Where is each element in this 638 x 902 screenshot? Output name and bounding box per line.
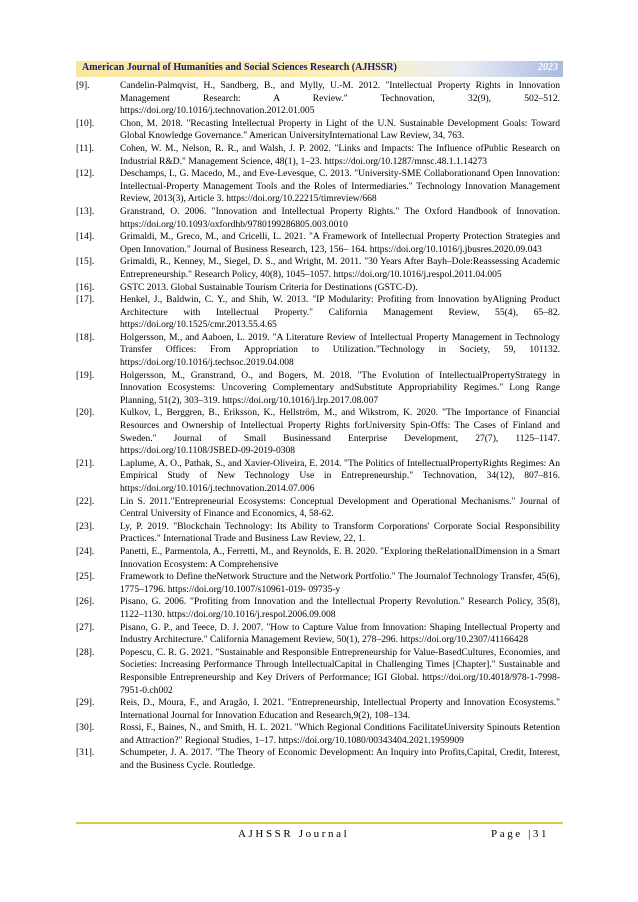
reference-text: Granstrand, O. 2006. "Innovation and Intellectual Property Rights." The Oxford Handbook of Innovation. https://doi.org/10.1093/oxfordhb/9780199286805.003.0010 <box>120 205 560 230</box>
page-number: Page |31 <box>491 828 550 840</box>
reference-text: Grimaldi, R., Kenney, M., Siegel, D. S., and Wright, M. 2011. "30 Years After Bayh–Dole:Reassessing Academic Entrepreneurship." Research Policy, 40(8), 1045–1057. https://doi.org/10.1016/j.respol.2011.04.005 <box>120 256 560 280</box>
reference-text: Holgersson, M., Granstrand, O., and Bogers, M. 2018. "The Evolution of IntellectualPropertyStrategy in Innovation Ecosystems: Uncovering Complementary andSubstitute Appropriability Regimes." Long Range Planning, 51(2), 303–319. https://doi.org/10.1016/j.lrp.2017.08.007 <box>120 369 560 406</box>
reference-number: [18]. <box>76 331 95 343</box>
reference-number: [16]. <box>76 281 95 293</box>
reference-text: Panetti, E., Parmentola, A., Ferretti, M., and Reynolds, E. B. 2020. "Exploring theRelationalDimension in a Smart Innovation Ecosystem: A Comprehensive <box>120 545 560 570</box>
reference-number: [30]. <box>76 722 95 734</box>
reference-number: [20]. <box>76 407 95 419</box>
reference-number: [9]. <box>76 80 90 91</box>
reference-item <box>76 294 560 332</box>
reference-number: [29]. <box>76 697 95 709</box>
reference-item <box>76 458 560 496</box>
reference-list <box>76 80 560 773</box>
reference-number: [23]. <box>76 520 95 532</box>
reference-number: [10]. <box>76 117 95 129</box>
footer-journal-name: AJHSSR Journal <box>238 828 350 840</box>
reference-text: Candelin-Palmqvist, H., Sandberg, B., and Mylly, U.-M. 2012. "Intellectual Property Rights in Innovation Management Research: A Review." Technovation, 32(9), 502–512. https://doi.org/10.1016/j.technovation.2012.01.005 <box>120 80 560 117</box>
reference-text: Deschamps, I., G. Macedo, M., and Eve-Levesque, C. 2013. "University-SME Collaborationand Open Innovation: Intellectual-Property Management Tools and the Roles of Intermediaries." Technology Innovation Management Review, 2013(3), Article 3. https://doi.org/10.22215/timreview/668 <box>120 168 560 205</box>
reference-text: Chon, M. 2018. "Recasting Intellectual Property in Light of the U.N. Sustainable Development Goals: Toward Global Knowledge Governance." American UniversityInternational Law Review, 34, 763. <box>120 117 560 142</box>
reference-number: [24]. <box>76 545 95 557</box>
reference-item <box>76 521 560 546</box>
reference-number: [28]. <box>76 646 95 658</box>
journal-year: 2023 <box>538 62 558 73</box>
reference-item <box>76 143 560 168</box>
reference-item <box>76 282 560 295</box>
reference-item <box>76 80 560 118</box>
reference-text: Schumpeter, J. A. 2017. "The Theory of Economic Development: An Inquiry into Profits,Capital, Credit, Interest, and the Business Cycle. Routledge. <box>120 747 560 772</box>
reference-number: [22]. <box>76 495 95 507</box>
reference-item <box>76 407 560 457</box>
journal-title: American Journal of Humanities and Social Sciences Research (AJHSSR) <box>82 62 397 73</box>
reference-item <box>76 256 560 281</box>
reference-number: [25]. <box>76 571 95 583</box>
reference-number: [31]. <box>76 747 95 759</box>
reference-item <box>76 722 560 747</box>
reference-number: [21]. <box>76 457 95 469</box>
reference-number: [11]. <box>76 142 94 154</box>
footer-divider <box>76 822 563 824</box>
reference-number: [12]. <box>76 168 95 180</box>
reference-text: Reis, D., Moura, F., and Aragão, I. 2021. "Entrepreneurship, Intellectual Property and Innovation Ecosystems." International Journal for Innovation Education and Research,9(2), 108–134. <box>120 697 560 721</box>
reference-text: GSTC 2013. Global Sustainable Tourism Criteria for Destinations (GSTC-D). <box>120 281 418 293</box>
reference-number: [13]. <box>76 205 95 217</box>
reference-text: Cohen, W. M., Nelson, R. R., and Walsh, J. P. 2002. "Links and Impacts: The Influence ofPublic Research on Industrial R&D." Management Science, 48(1), 1–23. https://doi.org/10.1287/mnsc.48.1.1.14273 <box>120 142 560 167</box>
reference-text: Henkel, J., Baldwin, C. Y., and Shih, W. 2013. "IP Modularity: Profiting from Innovation byAligning Product Architecture with Intellectual Property." California Management Review, 55(4), 65–82. https://doi.org/10.1525/cmr.2013.55.4.65 <box>120 294 560 331</box>
reference-text: Popescu, C. R. G. 2021. "Sustainable and Responsible Entrepreneurship for Value-BasedCultures, Economies, and Societies: Increasing Performance Through IntellectualCapital in Challenging Times [Chapter]." Sustainable and Responsible Entrepreneurship and Key Drivers of Performance; IGI Global. https://doi.org/10.4018/978-1-7998-7951-0.ch002 <box>120 646 560 696</box>
reference-item <box>76 231 560 256</box>
reference-text: Laplume, A. O., Pathak, S., and Xavier-Oliveira, E. 2014. "The Politics of IntellectualPropertyRights Regimes: An Empirical Study of New Technology Use in Entrepreneurship." Technovation, 34(12), 807–816. https://doi.org/10.1016/j.technovation.2014.07.006 <box>120 457 560 494</box>
reference-number: [26]. <box>76 596 95 608</box>
reference-text: Pisano, G. 2006. "Profiting from Innovation and the Intellectual Property Revolution." Research Policy, 35(8), 1122–1130. https://doi.org/10.1016/j.respol.2006.09.008 <box>120 596 560 620</box>
reference-item <box>76 622 560 647</box>
reference-number: [14]. <box>76 231 95 243</box>
reference-number: [27]. <box>76 621 95 633</box>
reference-text: Ly, P. 2019. "Blockchain Technology: Its Ability to Transform Corporations' Corporate Social Responsibility Practices." International Trade and Business Law Review, 22, 1. <box>120 520 560 545</box>
reference-item <box>76 596 560 621</box>
reference-text: Pisano, G. P., and Teece, D. J. 2007. "How to Capture Value from Innovation: Shaping Intellectual Property and Industry Architecture." California Management Review, 50(1), 278–296. https://doi.org/10.2307/41166428 <box>120 621 560 646</box>
reference-item <box>76 496 560 521</box>
reference-text: Holgersson, M., and Aaboen, L. 2019. "A Literature Review of Intellectual Property Management in Technology Transfer Offices: From Appropriation to Utilization."Technology in Society, 59, 101132. https://doi.org/10.1016/j.techsoc.2019.04.008 <box>120 331 560 369</box>
reference-text: Framework to Define theNetwork Structure and the Network Portfolio." The Journalof Technology Transfer, 45(6), 1775–1796. https://doi.org/10.1007/s10961-019- 09735-y <box>120 571 560 595</box>
reference-number: [17]. <box>76 294 95 306</box>
reference-text: Lin S. 2011."Entrepreneurial Ecosystems: Conceptual Development and Operational Mechanisms." Journal of Central University of Finance and Economics, 4, 58-62. <box>120 495 560 520</box>
reference-item <box>76 332 560 370</box>
reference-text: Kulkov, I., Berggren, B., Eriksson, K., Hellström, M., and Wikstrom, K. 2020. "The Importance of Financial Resources and Ownership of Intellectual Property Rights forUniversity Spin-Offs: The Cases of Finland and Sweden." Journal of Small Businessand Enterprise Development, 27(7), 1125–1147. https://doi.org/10.1108/JSBED-09-2019-0308 <box>120 407 560 457</box>
reference-item <box>76 647 560 697</box>
reference-item <box>76 571 560 596</box>
reference-item <box>76 546 560 571</box>
reference-item <box>76 206 560 231</box>
reference-item <box>76 697 560 722</box>
reference-text: Rossi, F., Baines, N., and Smith, H. L. 2021. "Which Regional Conditions FacilitateUniversity Spinouts Retention and Attraction?" Regional Studies, 1–17. https://doi.org/10.1080/00343404.2021.1959909 <box>120 722 560 746</box>
reference-item <box>76 168 560 206</box>
reference-item <box>76 747 560 772</box>
reference-item <box>76 370 560 408</box>
reference-item <box>76 118 560 143</box>
reference-number: [19]. <box>76 369 95 381</box>
reference-text: Grimaldi, M., Greco, M., and Cricelli, L. 2021. "A Framework of Intellectual Property Protection Strategies and Open Innovation." Journal of Business Research, 123, 156– 164. https://doi.org/10.1016/j.jbusres.2020.09.043 <box>120 231 560 255</box>
reference-number: [15]. <box>76 256 95 268</box>
